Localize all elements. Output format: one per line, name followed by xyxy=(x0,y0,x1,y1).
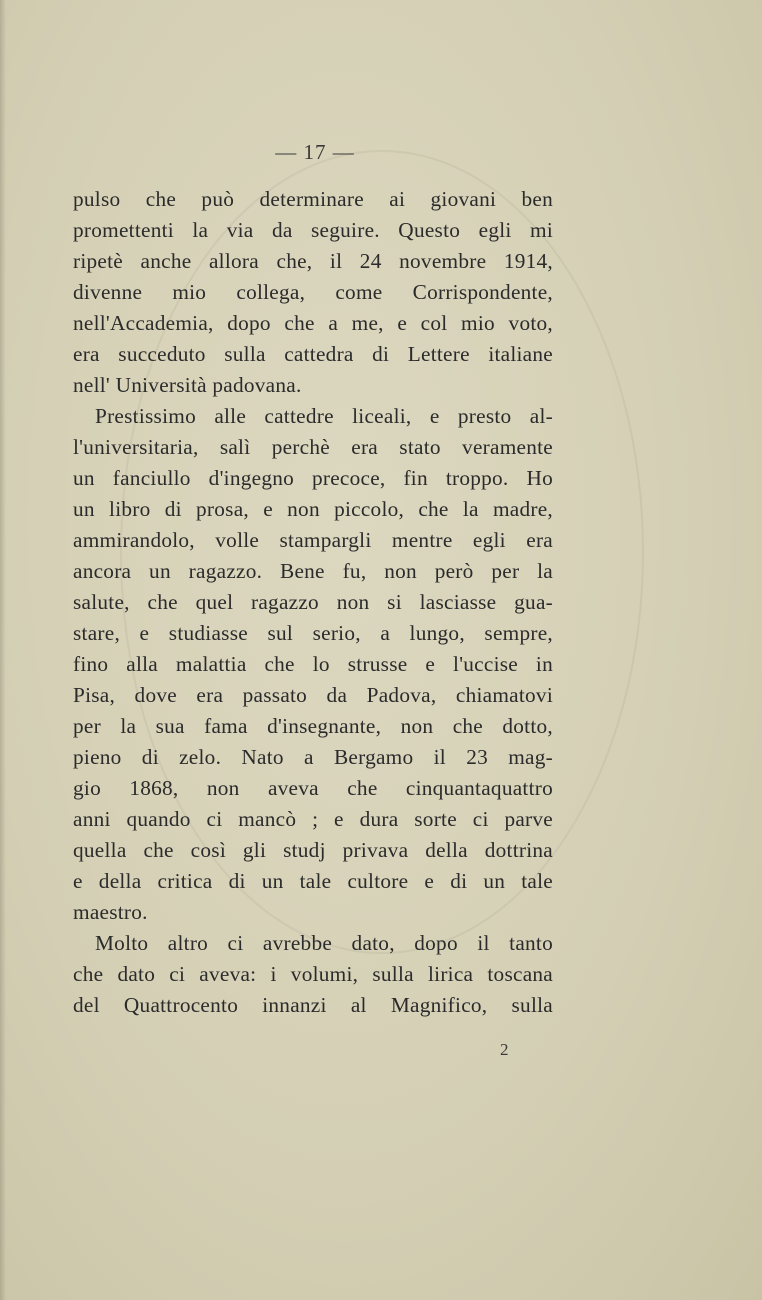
page-edge-shadow xyxy=(0,0,6,1300)
text-line: fino alla malattia che lo strusse e l'uccise in xyxy=(73,652,553,676)
text-line: pieno di zelo. Nato a Bergamo il 23 mag- xyxy=(73,745,553,769)
text-line: maestro. xyxy=(73,900,148,924)
text-line: che dato ci aveva: i volumi, sulla lirica toscana xyxy=(73,962,553,986)
text-line: un libro di prosa, e non piccolo, che la madre, xyxy=(73,497,553,521)
text-line: Molto altro ci avrebbe dato, dopo il tanto xyxy=(95,931,553,955)
text-line: l'universitaria, salì perchè era stato veramente xyxy=(73,435,553,459)
text-line: nell'Accademia, dopo che a me, e col mio voto, xyxy=(73,311,553,335)
text-line: un fanciullo d'ingegno precoce, fin troppo. Ho xyxy=(73,466,553,490)
text-line: ancora un ragazzo. Bene fu, non però per la xyxy=(73,559,553,583)
text-line: per la sua fama d'insegnante, non che dotto, xyxy=(73,714,553,738)
text-line: nell' Università padovana. xyxy=(73,373,302,397)
text-line: anni quando ci mancò ; e dura sorte ci parve xyxy=(73,807,553,831)
text-line: stare, e studiasse sul serio, a lungo, sempre, xyxy=(73,621,553,645)
text-line: del Quattrocento innanzi al Magnifico, sulla xyxy=(73,993,553,1017)
text-line: era succeduto sulla cattedra di Lettere italiane xyxy=(73,342,553,366)
text-line: Prestissimo alle cattedre liceali, e presto al- xyxy=(95,404,553,428)
text-line: ammirandolo, volle stampargli mentre egli era xyxy=(73,528,553,552)
text-line: Pisa, dove era passato da Padova, chiamatovi xyxy=(73,683,553,707)
text-line: quella che così gli studj privava della dottrina xyxy=(73,838,553,862)
text-line: pulso che può determinare ai giovani ben xyxy=(73,187,553,211)
text-line: salute, che quel ragazzo non si lasciasse gua- xyxy=(73,590,553,614)
text-line: e della critica di un tale cultore e di un tale xyxy=(73,869,553,893)
page-number: — 17 — xyxy=(275,140,355,164)
text-line: ripetè anche allora che, il 24 novembre 1914, xyxy=(73,249,553,273)
body-text xyxy=(73,184,553,1021)
text-line: promettenti la via da seguire. Questo egli mi xyxy=(73,218,553,242)
text-line: gio 1868, non aveva che cinquantaquattro xyxy=(73,776,553,800)
signature-mark: 2 xyxy=(500,1040,509,1059)
text-line: divenne mio collega, come Corrispondente, xyxy=(73,280,553,304)
